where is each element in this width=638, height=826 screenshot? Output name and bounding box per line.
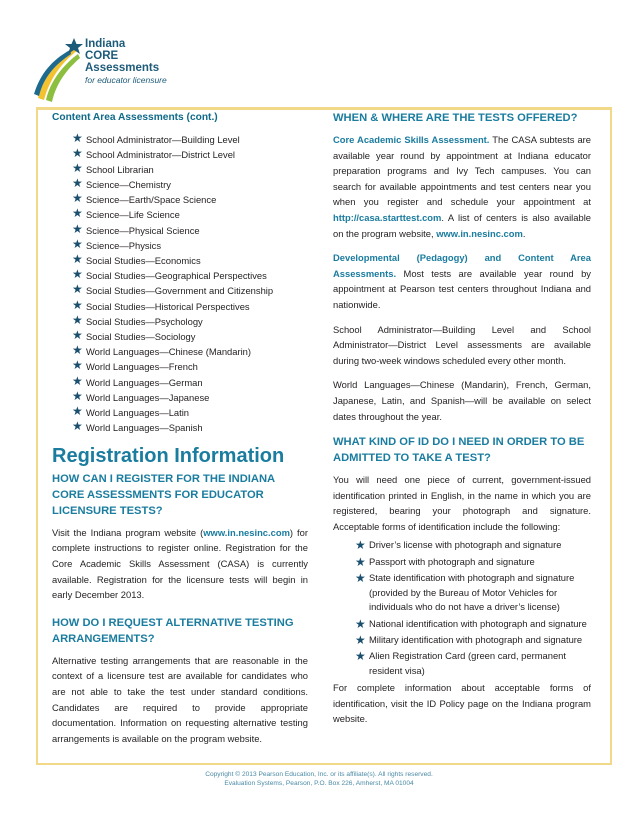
admin-paragraph: School Administrator—Building Level and School Administrator—District Level assessments are available during two-week windows scheduled every other month. xyxy=(333,323,591,366)
star-icon: ★ xyxy=(72,327,83,342)
content-area-item-label: World Languages—Japanese xyxy=(86,391,210,403)
star-icon: ★ xyxy=(72,236,83,251)
star-icon: ★ xyxy=(72,312,83,327)
content-area-item-label: School Librarian xyxy=(86,163,154,175)
content-area-item-label: Science—Life Science xyxy=(86,209,180,221)
content-area-item xyxy=(52,299,308,314)
casa-end: . xyxy=(522,227,526,239)
id-item xyxy=(333,633,591,647)
star-icon: ★ xyxy=(72,343,83,358)
content-area-item xyxy=(52,147,308,162)
how-register-text-end: ) for complete instructions to register online. Registration for the Core Academic Skills Assessment (CASA) is currently available. Registration for the licensure tests will begin in early December 2013. xyxy=(52,526,308,601)
footer-address: Evaluation Systems, Pearson, P.O. Box 226, Amherst, MA 01004 xyxy=(224,780,414,787)
star-icon: ★ xyxy=(72,267,83,282)
casa-paragraph xyxy=(333,132,591,241)
star-icon: ★ xyxy=(72,252,83,266)
content-area-item xyxy=(52,268,308,283)
star-icon: ★ xyxy=(72,206,83,221)
logo-line-2: CORE xyxy=(85,50,119,62)
when-where-heading: WHEN & WHERE ARE THE TESTS OFFERED? xyxy=(333,112,578,124)
content-area-item xyxy=(52,405,308,420)
content-area-item-label: Social Studies—Psychology xyxy=(86,315,203,327)
content-area-item xyxy=(52,132,308,147)
id-item-label: State identification with photograph and signature (provided by the Bureau of Motor Vehicles for individuals who do not have a driver’s license) xyxy=(369,572,575,613)
content-area-item-label: Science—Chemistry xyxy=(86,179,171,191)
logo xyxy=(30,36,190,106)
content-area-item-label: World Languages—German xyxy=(86,376,203,388)
how-register-text xyxy=(52,525,308,603)
casa-text-2: . A list of centers is also available on the program website, xyxy=(333,211,591,239)
content-area-item-label: Social Studies—Geographical Perspectives xyxy=(86,270,267,282)
content-area-item-label: School Administrator—District Level xyxy=(86,148,236,160)
star-icon: ★ xyxy=(72,160,83,175)
content-area-item xyxy=(52,283,308,298)
content-area-item-label: World Languages—Latin xyxy=(86,406,190,418)
id-item xyxy=(333,649,591,678)
footer-copyright: Copyright © 2013 Pearson Education, Inc. or its affiliate(s). All rights reserved. xyxy=(205,771,433,778)
dev-lead: Developmental (Pedagogy) and Content Area Assessments. xyxy=(333,252,591,279)
left-column xyxy=(52,108,308,755)
content-area-item xyxy=(52,238,308,253)
star-icon: ★ xyxy=(72,145,83,160)
content-area-item-label: School Administrator—Building Level xyxy=(86,133,240,145)
dev-text: Most tests are available year round by appointment at Pearson test centers throughout Indiana and nationwide. xyxy=(333,267,591,310)
logo-line-3: Assessments xyxy=(85,62,160,74)
how-register-text-start: Visit the Indiana program website ( xyxy=(52,526,204,538)
content-area-item xyxy=(52,359,308,374)
star-icon: ★ xyxy=(355,632,366,647)
casa-lead: Core Academic Skills Assessment. xyxy=(333,134,490,145)
content-area-item-label: World Languages—Chinese (Mandarin) xyxy=(86,346,252,358)
registration-title: Registration Information xyxy=(52,445,285,468)
id-item xyxy=(333,617,591,631)
content-area-item-label: Social Studies—Economics xyxy=(86,255,201,266)
logo-tagline: for educator licensure xyxy=(85,75,167,85)
casa-starttest-link[interactable]: http://casa.starttest.com xyxy=(333,211,442,223)
id-item-label: Alien Registration Card (green card, permanent resident visa) xyxy=(369,650,566,676)
id-item-label: Driver’s license with photograph and signature xyxy=(369,539,562,551)
content-area-item-label: Social Studies—Government and Citizenship xyxy=(86,285,274,297)
id-item xyxy=(333,555,591,569)
star-icon: ★ xyxy=(72,191,83,206)
content-area-item xyxy=(52,253,308,268)
star-icon: ★ xyxy=(72,403,83,418)
content-area-item xyxy=(52,207,308,222)
id-item-label: Military identification with photograph and signature xyxy=(369,633,583,645)
content-area-item-label: Science—Earth/Space Science xyxy=(86,194,217,206)
content-area-item xyxy=(52,375,308,390)
content-area-item-label: Science—Physics xyxy=(86,239,162,251)
program-website-link[interactable]: www.in.nesinc.com xyxy=(203,526,290,538)
content-area-item xyxy=(52,329,308,344)
content-area-item-label: Social Studies—Sociology xyxy=(86,330,196,342)
alt-testing-heading: HOW DO I REQUEST ALTERNATIVE TESTING ARRANGEMENTS? xyxy=(52,616,294,645)
content-area-item-label: World Languages—Spanish xyxy=(86,422,203,434)
id-outro: For complete information about acceptable forms of identification, visit the ID Policy page on the Indiana program website. xyxy=(333,682,591,725)
id-list xyxy=(333,538,591,678)
content-area-item xyxy=(52,162,308,177)
languages-paragraph: World Languages—Chinese (Mandarin), French, German, Japanese, Latin, and Spanish—will be available on select dates throughout the year. xyxy=(333,379,591,422)
star-icon: ★ xyxy=(72,388,83,403)
id-item xyxy=(333,571,591,614)
content-area-item xyxy=(52,344,308,359)
id-item-label: Passport with photograph and signature xyxy=(369,555,535,567)
id-heading: WHAT KIND OF ID DO I NEED IN ORDER TO BE ADMITTED TO TAKE A TEST? xyxy=(333,436,585,465)
alt-testing-text: Alternative testing arrangements that are reasonable in the context of a licensure test are available for candidates who are not able to take the test under standard conditions. Candidates are required to provide appropriate documentation. Information on requesting alternative testing arrangements is available on the program website. xyxy=(52,654,308,744)
star-icon: ★ xyxy=(72,282,83,297)
content-area-item xyxy=(52,177,308,192)
how-register-heading: HOW CAN I REGISTER FOR THE INDIANA CORE ASSESSMENTS FOR EDUCATOR LICENSURE TESTS? xyxy=(52,472,275,517)
star-icon: ★ xyxy=(355,538,366,553)
star-icon: ★ xyxy=(355,571,366,586)
star-icon: ★ xyxy=(72,373,83,388)
content-area-item xyxy=(52,420,308,435)
content-area-item-label: Social Studies—Historical Perspectives xyxy=(86,300,250,312)
star-icon: ★ xyxy=(355,649,366,664)
star-icon: ★ xyxy=(72,297,83,312)
logo-swoosh-icon xyxy=(30,36,90,106)
content-area-list xyxy=(52,132,308,436)
content-area-item xyxy=(52,390,308,405)
star-icon: ★ xyxy=(72,130,83,145)
footer xyxy=(0,770,638,788)
id-item xyxy=(333,538,591,552)
content-area-item xyxy=(52,192,308,207)
casa-text: The CASA subtests are available year round by appointment at Indiana educator preparation programs and Ivy Tech campuses. You can search for available appointments and test centers near you when you register and schedule your appointment at xyxy=(333,134,591,208)
id-item-label: National identification with photograph and signature xyxy=(369,617,587,629)
logo-line-1: Indiana xyxy=(85,38,126,50)
casa-program-link[interactable]: www.in.nesinc.com xyxy=(436,227,523,239)
content-area-item xyxy=(52,314,308,329)
content-area-item xyxy=(52,223,308,238)
star-icon: ★ xyxy=(355,616,366,631)
id-intro: You will need one piece of current, government-issued identification printed in English, in the name in which you are registered, bearing your photograph and signature. Acceptable forms of identification include the following: xyxy=(333,474,591,532)
star-icon: ★ xyxy=(72,176,83,191)
right-column xyxy=(333,108,591,736)
content-area-heading: Content Area Assessments (cont.) xyxy=(52,112,218,123)
star-icon: ★ xyxy=(72,358,83,373)
star-icon: ★ xyxy=(72,221,83,236)
star-icon: ★ xyxy=(355,554,366,569)
star-icon: ★ xyxy=(72,419,83,434)
content-area-item-label: World Languages—French xyxy=(86,361,198,373)
dev-paragraph xyxy=(333,250,591,312)
content-area-item-label: Science—Physical Science xyxy=(86,224,200,236)
